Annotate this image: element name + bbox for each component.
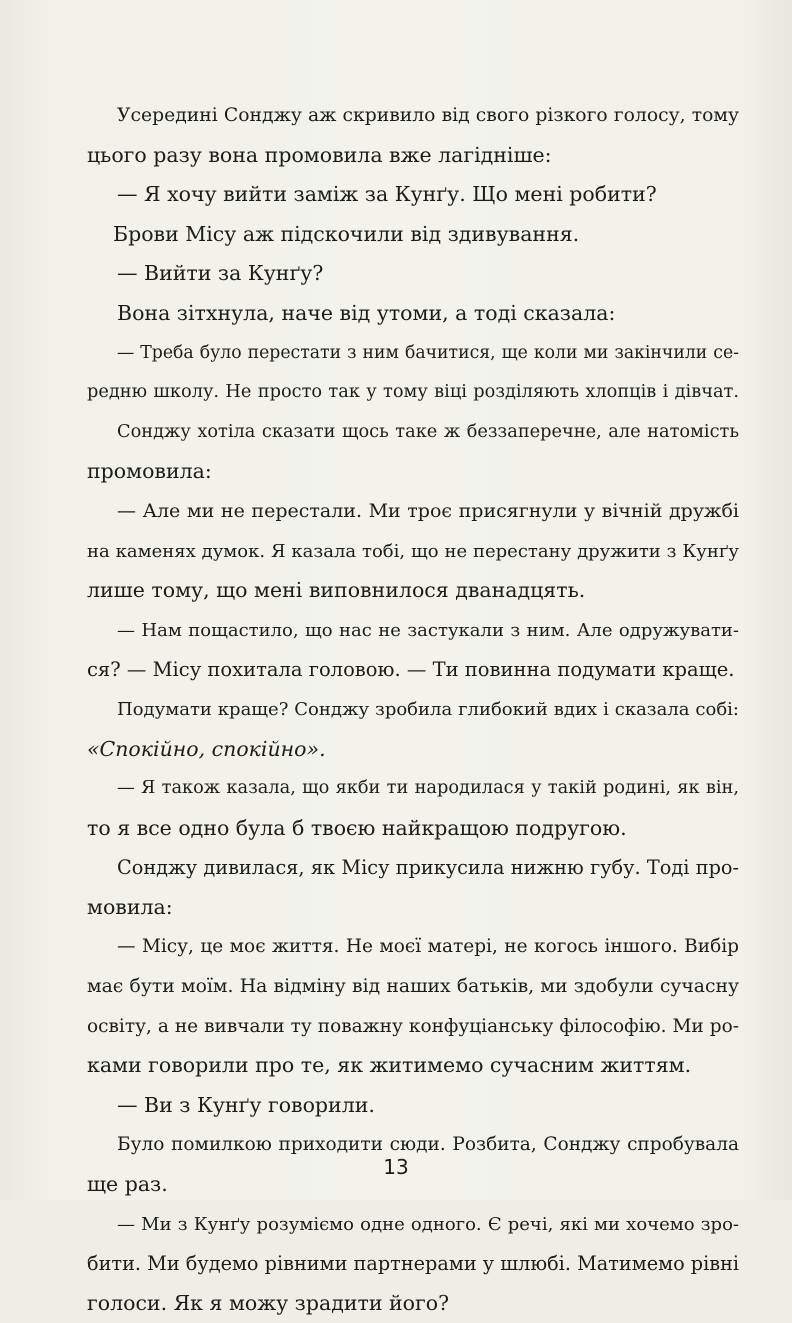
text-line: на каменях думок. Я казала тобі, що не перестану дружити з Кунґу xyxy=(87,540,739,562)
text-line: — Вийти за Кунґу? xyxy=(117,261,324,286)
page-text xyxy=(87,96,739,1323)
text-line: ся? — Місу похитала головою. — Ти повинна подумати краще. xyxy=(87,658,735,682)
text-line: — Треба було перестати з ним бачитися, ще коли ми закінчили се- xyxy=(117,342,739,363)
text-line: має бути моїм. На відміну від наших батьків, ми здобули сучасну xyxy=(87,976,739,998)
text-line: освіту, а не вивчали ту поважну конфуціанську філософію. Ми ро- xyxy=(87,1015,739,1037)
text-line: Сонджу дивилася, як Місу прикусила нижню губу. Тоді про- xyxy=(117,856,739,880)
text-line: — Місу, це моє життя. Не моєї матері, не когось іншого. Вибір xyxy=(117,936,739,958)
text-line: редню школу. Не просто так у тому віці розділяють хлопців і дівчат. xyxy=(87,382,739,403)
text-line: Сонджу хотіла сказати щось таке ж беззаперечне, але натомість xyxy=(117,421,739,442)
text-line: бити. Ми будемо рівними партнерами у шлюбі. Матимемо рівні xyxy=(87,1252,739,1276)
text-line: — Я хочу вийти заміж за Кунґу. Що мені робити? xyxy=(117,182,657,207)
text-line: Було помилкою приходити сюди. Розбита, Сонджу спробувала xyxy=(117,1134,739,1156)
text-line: Усередині Сонджу аж скривило від свого різкого голосу, тому xyxy=(117,105,739,126)
text-line: — Нам пощастило, що нас не застукали з ним. Але одружувати- xyxy=(117,619,739,641)
page-number: 13 xyxy=(383,1155,409,1179)
text-line: голоси. Як я можу зрадити його? xyxy=(87,1290,450,1315)
text-line: лише тому, що мені виповнилося дванадцять. xyxy=(87,578,586,603)
text-line: — Ми з Кунґу розуміємо одне одного. Є речі, які ми хочемо зро- xyxy=(117,1213,739,1235)
text-line: ще раз. xyxy=(87,1172,168,1197)
text-line: Подумати краще? Сонджу зробила глибокий вдих і сказала собі: xyxy=(117,698,739,720)
text-line: ками говорили про те, як житимемо сучасним життям. xyxy=(87,1053,692,1078)
text-line: «Спокійно, спокійно». xyxy=(87,736,326,761)
text-line: промовила: xyxy=(87,459,212,484)
text-line: цього разу вона промовила вже лагідніше: xyxy=(87,142,552,167)
text-line: — Але ми не перестали. Ми троє присягнули у вічній дружбі xyxy=(117,499,739,522)
text-line: мовила: xyxy=(87,894,173,919)
text-line: то я все одно була б твоєю найкращою подругою. xyxy=(87,815,627,840)
text-line: — Ви з Кунґу говорили. xyxy=(117,1092,375,1117)
text-line: Вона зітхнула, наче від утоми, а тоді сказала: xyxy=(117,300,616,325)
text-line: Брови Місу аж підскочили від здивування. xyxy=(113,221,580,246)
text-line: — Я також казала, що якби ти народилася у такій родині, як він, xyxy=(117,778,739,799)
